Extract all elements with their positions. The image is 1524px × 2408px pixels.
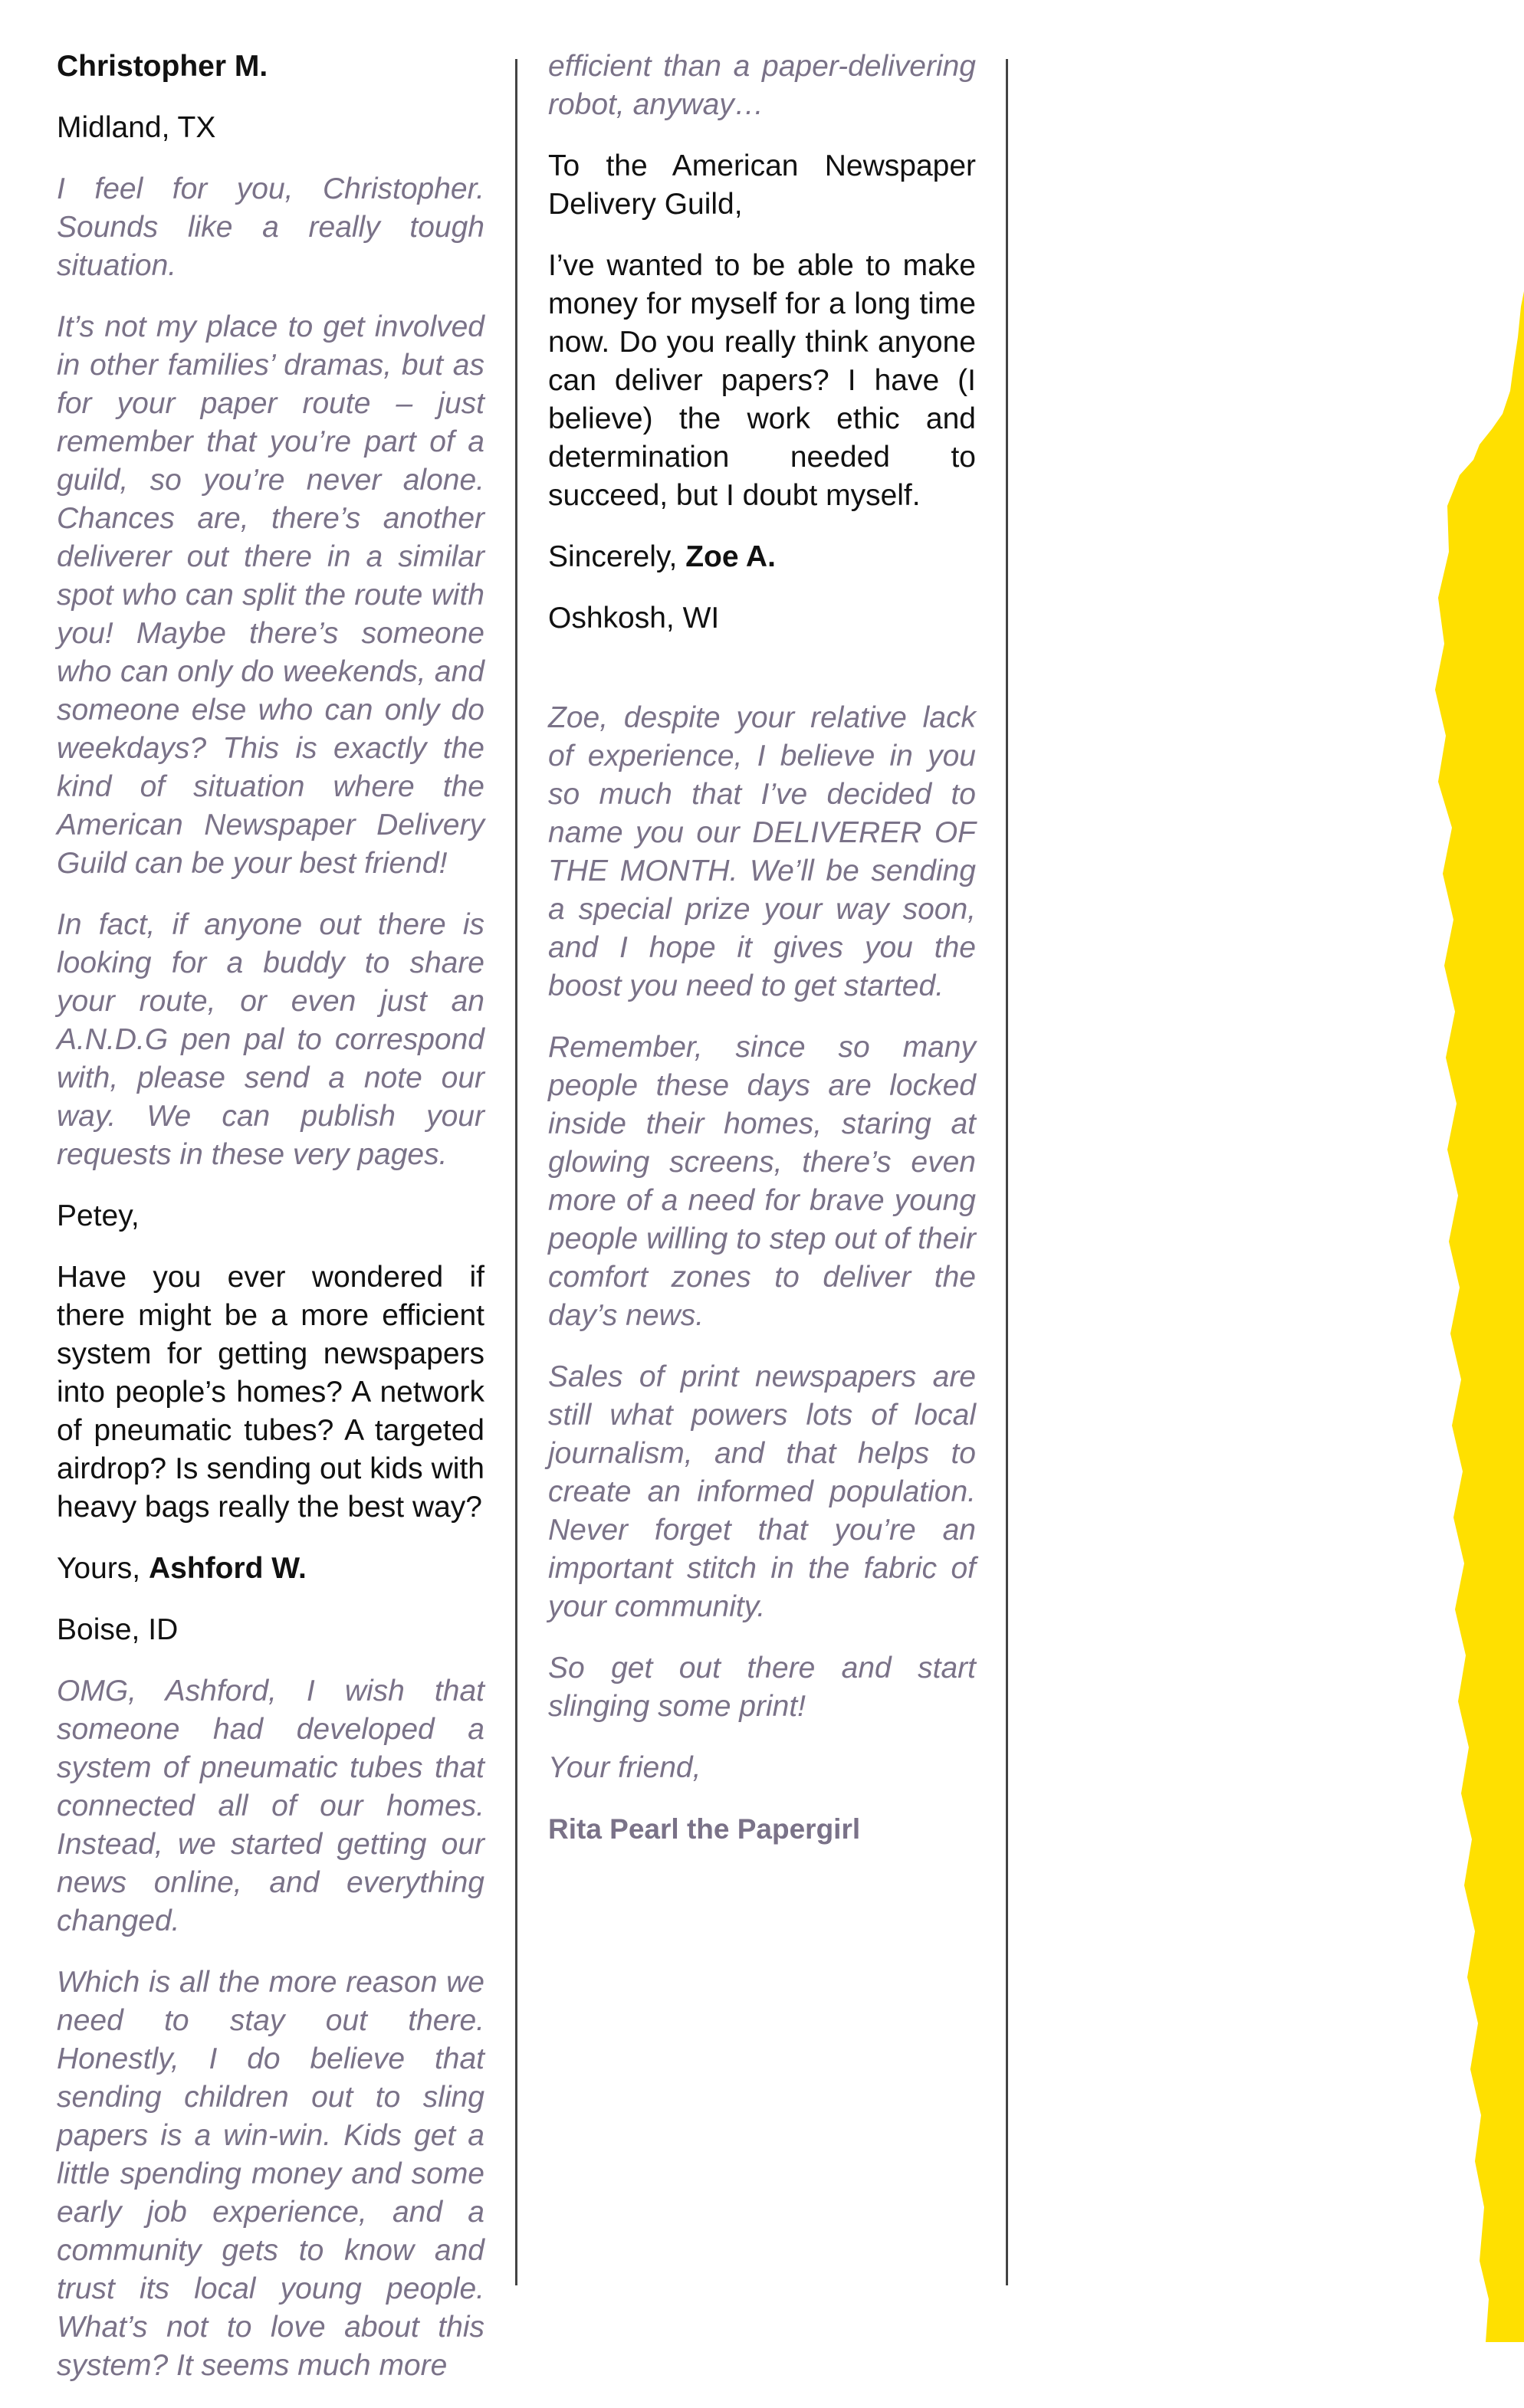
- spacer: [548, 661, 976, 699]
- letter-location: Midland, TX: [57, 111, 216, 144]
- columnist-signature: Rita Pearl the Papergirl: [548, 1813, 861, 1845]
- torn-paper-edge: [1395, 0, 1524, 2342]
- closing-word: Sincerely,: [548, 540, 686, 573]
- reply-paragraph: Which is all the more reason we need to stay out there. Honestly, I do believe that sending children out to sling papers is a win-win. Kids get a little spending money and some early job experience, and a community gets to know and trust its local young people. What’s not to love about this system? It seems much more: [57, 1966, 484, 2382]
- reply-paragraph: Sales of print newspapers are still what powers lots of local journalism, and that helps to create an informed population. Never forget that you’re an important stitch in the fabric of your community.: [548, 1360, 976, 1623]
- letter-greeting: Petey,: [57, 1199, 140, 1232]
- reply-closing: Your friend,: [548, 1751, 701, 1784]
- letter-closing: [548, 538, 976, 576]
- letter-closing: [57, 1550, 484, 1588]
- reply-paragraph: Remember, since so many people these days are locked inside their homes, staring at glowing screens, there’s even more of a need for brave young people willing to step out of their comfort zones to deliver the day’s news.: [548, 1031, 976, 1332]
- reply-paragraph: OMG, Ashford, I wish that someone had developed a system of pneumatic tubes that connected all of our homes. Instead, we started getting our news online, and everything changed.: [57, 1675, 484, 1937]
- reply-paragraph: In fact, if anyone out there is looking for a buddy to share your route, or even just an A.N.D.G pen pal to correspond with, please send a note our way. We can publish your requests in these very pages.: [57, 908, 484, 1171]
- left-column: [57, 48, 484, 2408]
- column-divider: [515, 59, 517, 2285]
- right-column: [548, 48, 976, 1872]
- letter-signer-name: Zoe A.: [685, 540, 776, 573]
- reply-paragraph: I feel for you, Christopher. Sounds like a really tough situation.: [57, 172, 484, 282]
- reply-paragraph: efficient than a paper-delivering robot, anyway…: [548, 50, 976, 121]
- closing-word: Yours,: [57, 1552, 149, 1585]
- reply-paragraph: So get out there and start slinging some print!: [548, 1652, 976, 1723]
- letter-signer-name: Christopher M.: [57, 50, 268, 83]
- reply-paragraph: Zoe, despite your relative lack of experience, I believe in you so much that I’ve decided to name you our DELIVERER OF THE MONTH. We’ll be sending a special prize your way soon, and I hope it gives you the boost you need to get started.: [548, 701, 976, 1002]
- letter-location: Oshkosh, WI: [548, 602, 720, 635]
- letter-signer-name: Ashford W.: [148, 1552, 307, 1585]
- column-divider: [1006, 59, 1008, 2285]
- letter-location: Boise, ID: [57, 1613, 179, 1646]
- letter-paragraph: Have you ever wondered if there might be a more efficient system for getting newspapers into people’s homes? A network of pneumatic tubes? A targeted airdrop? Is sending out kids with heavy bags really the best way?: [57, 1261, 484, 1524]
- letter-paragraph: I’ve wanted to be able to make money for myself for a long time now. Do you really think anyone can deliver papers? I have (I believe) the work ethic and determination needed to succeed, but I doubt myself.: [548, 249, 976, 512]
- letter-greeting: To the American Newspaper Delivery Guild,: [548, 149, 976, 221]
- yellow-torn-edge-shape: [1435, 291, 1524, 2342]
- reply-paragraph: It’s not my place to get involved in other families’ dramas, but as for your paper route – just remember that you’re part of a guild, so you’re never alone. Chances are, there’s another deliverer out there in a similar spot who can split the route with you! Maybe there’s someone who can only do weekends, and someone else who can only do weekdays? This is exactly the kind of situation where the American Newspaper Delivery Guild can be your best friend!: [57, 310, 484, 880]
